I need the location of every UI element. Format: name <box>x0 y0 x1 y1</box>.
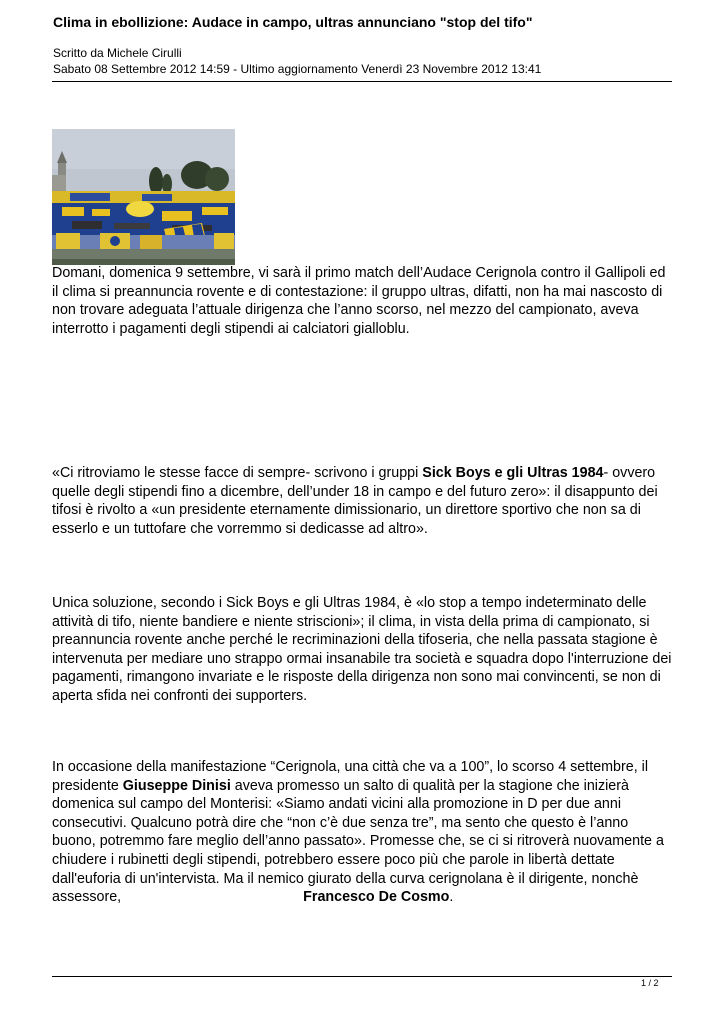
paragraph-2 <box>52 464 674 538</box>
paragraph-4 <box>52 758 674 907</box>
article-title: Clima in ebollizione: Audace in campo, ultras annunciano "stop del tifo" <box>53 14 533 30</box>
paragraph-4-text-a: In occasione della manifestazione “Cerignola, una città che va a 100”, lo scorso 4 settembre, il presidente <box>52 759 649 794</box>
header-divider <box>52 81 672 82</box>
paragraph-4-text-e: . <box>449 889 454 906</box>
paragraph-2-bold-groups: Sick Boys e gli Ultras 1984 <box>422 465 604 481</box>
paragraph-2-text-a: «Ci ritroviamo le stesse facce di sempre- scrivono i gruppi <box>52 465 423 481</box>
paragraph-1: Domani, domenica 9 settembre, vi sarà il primo match dell’Audace Cerignola contro il Gallipoli ed il clima si preannuncia rovente e di contestazione: il gruppo ultras, difatti, non ha mai nascosto di non trovare adeguata l’attuale dirigenza che l’anno scorso, nel mezzo del campionato, aveva interrotto i pagamenti degli stipendi ai calciatori gialloblu. <box>52 265 666 337</box>
paragraph-3: Unica soluzione, secondo i Sick Boys e gli Ultras 1984, è «lo stop a tempo indeterminato delle attività di tifo, niente bandiere e niente striscioni»; il clima, in vista della prima di campionato, si preannuncia rovente anche perché le recriminazioni della tifoseria, che nella passata stagione è intervenuta per mediare uno strappo ormai insanabile tra società e squadra dopo l'interruzione dei pagamenti, rimangono invariate e le risposte della dirigenza non sono mai convincenti, se non di aperta sfida nei confronti dei supporters. <box>52 595 672 704</box>
paragraph-4-bold-official: Francesco De Cosmo <box>303 889 450 906</box>
article-dates: Sabato 08 Settembre 2012 14:59 - Ultimo aggiornamento Venerdì 23 Novembre 2012 13:41 <box>53 62 542 76</box>
paragraph-2-text-c: - ovvero quelle degli stipendi fino a dicembre, dell’under 18 in campo e del futuro zero»: il disappunto dei tifosi è rivolto a «un presidente eternamente dimissionario, un direttore sportivo che non sa di esserlo e un tuttofare che vorremmo si dedicasse ad altro». <box>52 465 658 537</box>
article-author: Scritto da Michele Cirulli <box>53 46 182 60</box>
stadium-photo <box>52 129 235 265</box>
page-number: 1 / 2 <box>641 978 659 988</box>
paragraph-4-bold-president: Giuseppe Dinisi <box>122 777 231 794</box>
paragraph-4-text-c: aveva promesso un salto di qualità per la stagione che inizierà domenica sul campo del Monterisi: «Siamo andati vicini alla promozione in D per due anni consecutivi. Qualcuno potrà dire che “non c’è due senza tre”, ma sento che questo è l’anno buono, potremmo fare meglio dell’anno passato». Promesse che, se ci si ritroverà nuovamente a chiudere i rubinetti degli stipendi, potrebbero essere poco più che parole in libertà dettate dall'euforia di un'intervista. Ma il nemico giurato della curva cerignolana è il dirigente, nonchè assessore, <box>52 777 664 906</box>
footer-divider <box>52 976 672 977</box>
